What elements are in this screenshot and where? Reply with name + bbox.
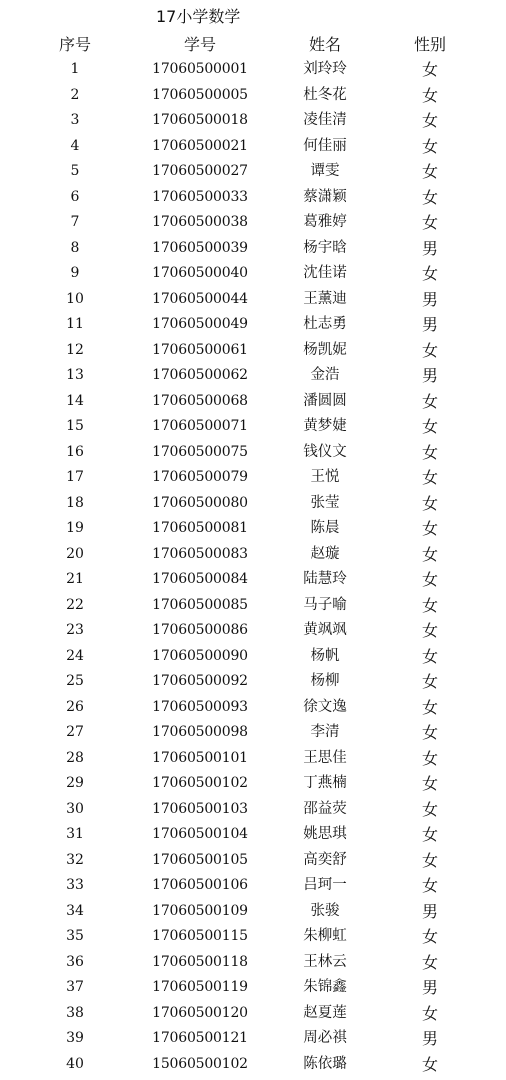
table-row — [0, 975, 506, 1001]
table-row — [0, 83, 506, 109]
cell-seq: 37 — [66, 979, 84, 995]
cell-sex: 女 — [421, 136, 438, 156]
cell-name: 金浩 — [310, 367, 340, 383]
cell-sex: 女 — [421, 391, 438, 411]
cell-seq: 16 — [66, 443, 84, 460]
cell-seq: 17 — [66, 469, 84, 485]
cell-name: 刘玲玲 — [303, 61, 347, 77]
cell-student-id: 17060500109 — [152, 902, 248, 919]
cell-sex: 女 — [421, 672, 438, 691]
table-row — [0, 134, 506, 160]
cell-name: 王林云 — [303, 953, 347, 970]
cell-name: 钱仪文 — [303, 443, 347, 460]
table-row — [0, 236, 506, 262]
cell-name: 何佳丽 — [303, 137, 347, 154]
cell-name: 陈依璐 — [303, 1055, 347, 1072]
table-row — [0, 1026, 506, 1052]
cell-name: 陆慧玲 — [303, 571, 347, 587]
table-row — [0, 414, 506, 440]
cell-name: 姚思琪 — [303, 826, 347, 842]
cell-seq: 7 — [70, 214, 80, 230]
cell-name: 谭雯 — [310, 163, 340, 179]
cell-sex: 女 — [421, 646, 438, 666]
cell-sex: 女 — [421, 850, 438, 870]
cell-name: 黄飒飒 — [303, 622, 347, 638]
cell-sex: 女 — [421, 187, 438, 207]
cell-sex: 女 — [421, 723, 438, 742]
table-row — [0, 873, 506, 899]
cell-name: 杨帆 — [310, 647, 340, 664]
cell-seq: 12 — [66, 341, 84, 358]
table-row — [0, 797, 506, 823]
cell-seq: 1 — [70, 61, 80, 77]
cell-student-id: 17060500115 — [152, 928, 248, 944]
cell-name: 丁燕楠 — [303, 775, 347, 791]
cell-sex: 女 — [421, 697, 438, 717]
cell-student-id: 17060500106 — [152, 877, 248, 893]
cell-sex: 女 — [421, 876, 438, 895]
table-row — [0, 822, 506, 848]
cell-name: 潘圆圆 — [303, 392, 347, 409]
cell-name: 杜冬花 — [303, 86, 347, 103]
table-row — [0, 899, 506, 925]
cell-student-id: 17060500039 — [152, 239, 248, 256]
cell-student-id: 17060500021 — [152, 137, 248, 154]
cell-name: 杨凯妮 — [303, 341, 347, 358]
cell-name: 赵夏莲 — [303, 1004, 347, 1021]
table-row — [0, 440, 506, 466]
cell-sex: 女 — [421, 417, 438, 436]
cell-name: 王悦 — [310, 469, 340, 485]
cell-sex: 女 — [421, 774, 438, 793]
cell-student-id: 17060500075 — [152, 443, 248, 460]
cell-sex: 女 — [421, 621, 438, 640]
cell-sex: 女 — [421, 60, 438, 79]
cell-name: 朱锦鑫 — [303, 979, 347, 995]
cell-name: 张骏 — [310, 902, 340, 919]
cell-sex: 女 — [421, 927, 438, 946]
cell-seq: 20 — [66, 545, 84, 562]
cell-sex: 女 — [421, 595, 438, 615]
cell-seq: 5 — [70, 163, 80, 179]
cell-seq: 35 — [66, 928, 84, 944]
header-seq: 序号 — [58, 35, 91, 54]
cell-sex: 女 — [421, 442, 438, 462]
cell-sex: 女 — [421, 748, 438, 768]
header-name: 姓名 — [308, 35, 341, 54]
cell-seq: 31 — [66, 826, 84, 842]
cell-sex: 女 — [421, 544, 438, 564]
cell-sex: 女 — [421, 1003, 438, 1023]
cell-name: 吕珂一 — [303, 877, 347, 893]
cell-seq: 18 — [66, 494, 84, 511]
cell-sex: 女 — [421, 799, 438, 819]
table-row — [0, 108, 506, 134]
cell-student-id: 17060500033 — [152, 188, 248, 205]
cell-seq: 19 — [66, 520, 84, 536]
cell-student-id: 17060500086 — [152, 622, 248, 638]
cell-sex: 男 — [421, 289, 438, 309]
cell-student-id: 17060500090 — [152, 647, 248, 664]
cell-student-id: 17060500085 — [152, 596, 248, 613]
table-row — [0, 465, 506, 491]
cell-seq: 40 — [66, 1055, 84, 1072]
cell-name: 朱柳虹 — [303, 928, 347, 944]
cell-seq: 36 — [66, 953, 84, 970]
cell-name: 凌佳清 — [303, 112, 347, 128]
cell-seq: 27 — [66, 724, 84, 740]
cell-seq: 10 — [66, 290, 84, 307]
cell-name: 李清 — [310, 724, 340, 740]
cell-name: 王思佳 — [303, 749, 347, 766]
table-row — [0, 389, 506, 415]
cell-seq: 32 — [66, 851, 84, 868]
cell-seq: 39 — [66, 1030, 84, 1046]
table-row — [0, 491, 506, 517]
table-row — [0, 720, 506, 746]
cell-sex: 女 — [421, 340, 438, 360]
header-id: 学号 — [183, 35, 216, 54]
cell-sex: 男 — [421, 978, 438, 997]
table-row — [0, 746, 506, 772]
cell-sex: 女 — [421, 493, 438, 513]
cell-sex: 女 — [421, 825, 438, 844]
table-row — [0, 159, 506, 185]
cell-seq: 8 — [70, 239, 80, 256]
cell-student-id: 17060500027 — [152, 163, 248, 179]
cell-sex: 女 — [421, 162, 438, 181]
cell-student-id: 17060500079 — [152, 469, 248, 485]
cell-seq: 26 — [66, 698, 84, 715]
table-row — [0, 644, 506, 670]
cell-name: 王薰迪 — [303, 290, 347, 307]
cell-sex: 女 — [421, 519, 438, 538]
cell-seq: 6 — [70, 188, 80, 205]
table-row — [0, 593, 506, 619]
table-row — [0, 210, 506, 236]
cell-seq: 34 — [66, 902, 84, 919]
cell-student-id: 17060500062 — [152, 367, 248, 383]
cell-student-id: 17060500071 — [152, 418, 248, 434]
table-row — [0, 567, 506, 593]
cell-seq: 33 — [66, 877, 84, 893]
cell-seq: 14 — [66, 392, 84, 409]
cell-student-id: 17060500018 — [152, 112, 248, 128]
cell-name: 张莹 — [310, 494, 340, 511]
cell-sex: 男 — [421, 1029, 438, 1048]
cell-seq: 13 — [66, 367, 84, 383]
cell-student-id: 17060500084 — [152, 571, 248, 587]
cell-student-id: 17060500061 — [152, 341, 248, 358]
cell-seq: 38 — [66, 1004, 84, 1021]
cell-student-id: 17060500044 — [152, 290, 248, 307]
table-row — [0, 848, 506, 874]
cell-seq: 21 — [66, 571, 84, 587]
cell-student-id: 17060500001 — [152, 61, 248, 77]
cell-seq: 24 — [66, 647, 84, 664]
cell-student-id: 17060500081 — [152, 520, 248, 536]
cell-student-id: 17060500098 — [152, 724, 248, 740]
cell-seq: 28 — [66, 749, 84, 766]
cell-sex: 女 — [421, 570, 438, 589]
cell-student-id: 17060500080 — [152, 494, 248, 511]
cell-name: 黄梦婕 — [303, 418, 347, 434]
cell-sex: 女 — [421, 952, 438, 972]
table-row — [0, 57, 506, 83]
cell-seq: 15 — [66, 418, 84, 434]
header-sex: 性别 — [413, 35, 446, 54]
cell-sex: 男 — [421, 901, 438, 921]
cell-student-id: 17060500068 — [152, 392, 248, 409]
table-row — [0, 312, 506, 338]
table-row — [0, 363, 506, 389]
cell-name: 沈佳诺 — [303, 265, 347, 281]
cell-name: 蔡潇颖 — [303, 188, 347, 205]
cell-student-id: 17060500105 — [152, 851, 248, 868]
cell-sex: 女 — [421, 264, 438, 283]
cell-student-id: 17060500040 — [152, 265, 248, 281]
cell-student-id: 17060500005 — [152, 86, 248, 103]
cell-seq: 3 — [70, 112, 80, 128]
table-row — [0, 185, 506, 211]
cell-student-id: 17060500104 — [152, 826, 248, 842]
table-caption: 17小学数学 — [156, 7, 241, 26]
table-header-row — [0, 32, 506, 58]
cell-seq: 11 — [66, 316, 84, 332]
table-row — [0, 771, 506, 797]
table-row — [0, 950, 506, 976]
cell-sex: 女 — [421, 213, 438, 232]
table-row — [0, 618, 506, 644]
cell-name: 杜志勇 — [303, 316, 347, 332]
cell-student-id: 15060500102 — [152, 1055, 248, 1072]
table-row — [0, 695, 506, 721]
cell-student-id: 17060500121 — [152, 1030, 248, 1046]
cell-name: 陈晨 — [310, 520, 340, 536]
cell-student-id: 17060500102 — [152, 775, 248, 791]
table-row — [0, 1001, 506, 1027]
table-row — [0, 924, 506, 950]
cell-student-id: 17060500093 — [152, 698, 248, 715]
cell-student-id: 17060500101 — [152, 749, 248, 766]
cell-name: 杨宇晗 — [303, 239, 347, 256]
cell-seq: 2 — [70, 86, 80, 103]
table-row — [0, 516, 506, 542]
cell-student-id: 17060500120 — [152, 1004, 248, 1021]
cell-sex: 男 — [421, 366, 438, 385]
cell-sex: 男 — [421, 238, 438, 258]
cell-seq: 25 — [66, 673, 84, 689]
cell-student-id: 17060500038 — [152, 214, 248, 230]
cell-student-id: 17060500049 — [152, 316, 248, 332]
cell-seq: 9 — [70, 265, 80, 281]
cell-student-id: 17060500103 — [152, 800, 248, 817]
cell-seq: 4 — [70, 137, 80, 154]
table-row — [0, 542, 506, 568]
cell-student-id: 17060500092 — [152, 673, 248, 689]
cell-sex: 女 — [421, 1054, 438, 1074]
cell-name: 葛雅婷 — [303, 214, 347, 230]
cell-name: 马子喻 — [303, 596, 347, 613]
cell-seq: 30 — [66, 800, 84, 817]
cell-name: 赵璇 — [310, 545, 340, 562]
cell-name: 邵益荧 — [303, 800, 347, 817]
table-row — [0, 1052, 506, 1078]
cell-student-id: 17060500119 — [152, 979, 248, 995]
cell-student-id: 17060500083 — [152, 545, 248, 562]
cell-sex: 男 — [421, 315, 438, 334]
cell-name: 杨柳 — [310, 673, 340, 689]
table-row — [0, 287, 506, 313]
cell-name: 周必祺 — [303, 1030, 347, 1046]
cell-sex: 女 — [421, 468, 438, 487]
cell-student-id: 17060500118 — [152, 953, 248, 970]
cell-seq: 23 — [66, 622, 84, 638]
table-row — [0, 261, 506, 287]
cell-seq: 29 — [66, 775, 84, 791]
cell-name: 徐文逸 — [303, 698, 347, 715]
cell-name: 高奕舒 — [303, 851, 347, 868]
cell-seq: 22 — [66, 596, 84, 613]
cell-sex: 女 — [421, 111, 438, 130]
cell-sex: 女 — [421, 85, 438, 105]
table-row — [0, 338, 506, 364]
table-row — [0, 669, 506, 695]
